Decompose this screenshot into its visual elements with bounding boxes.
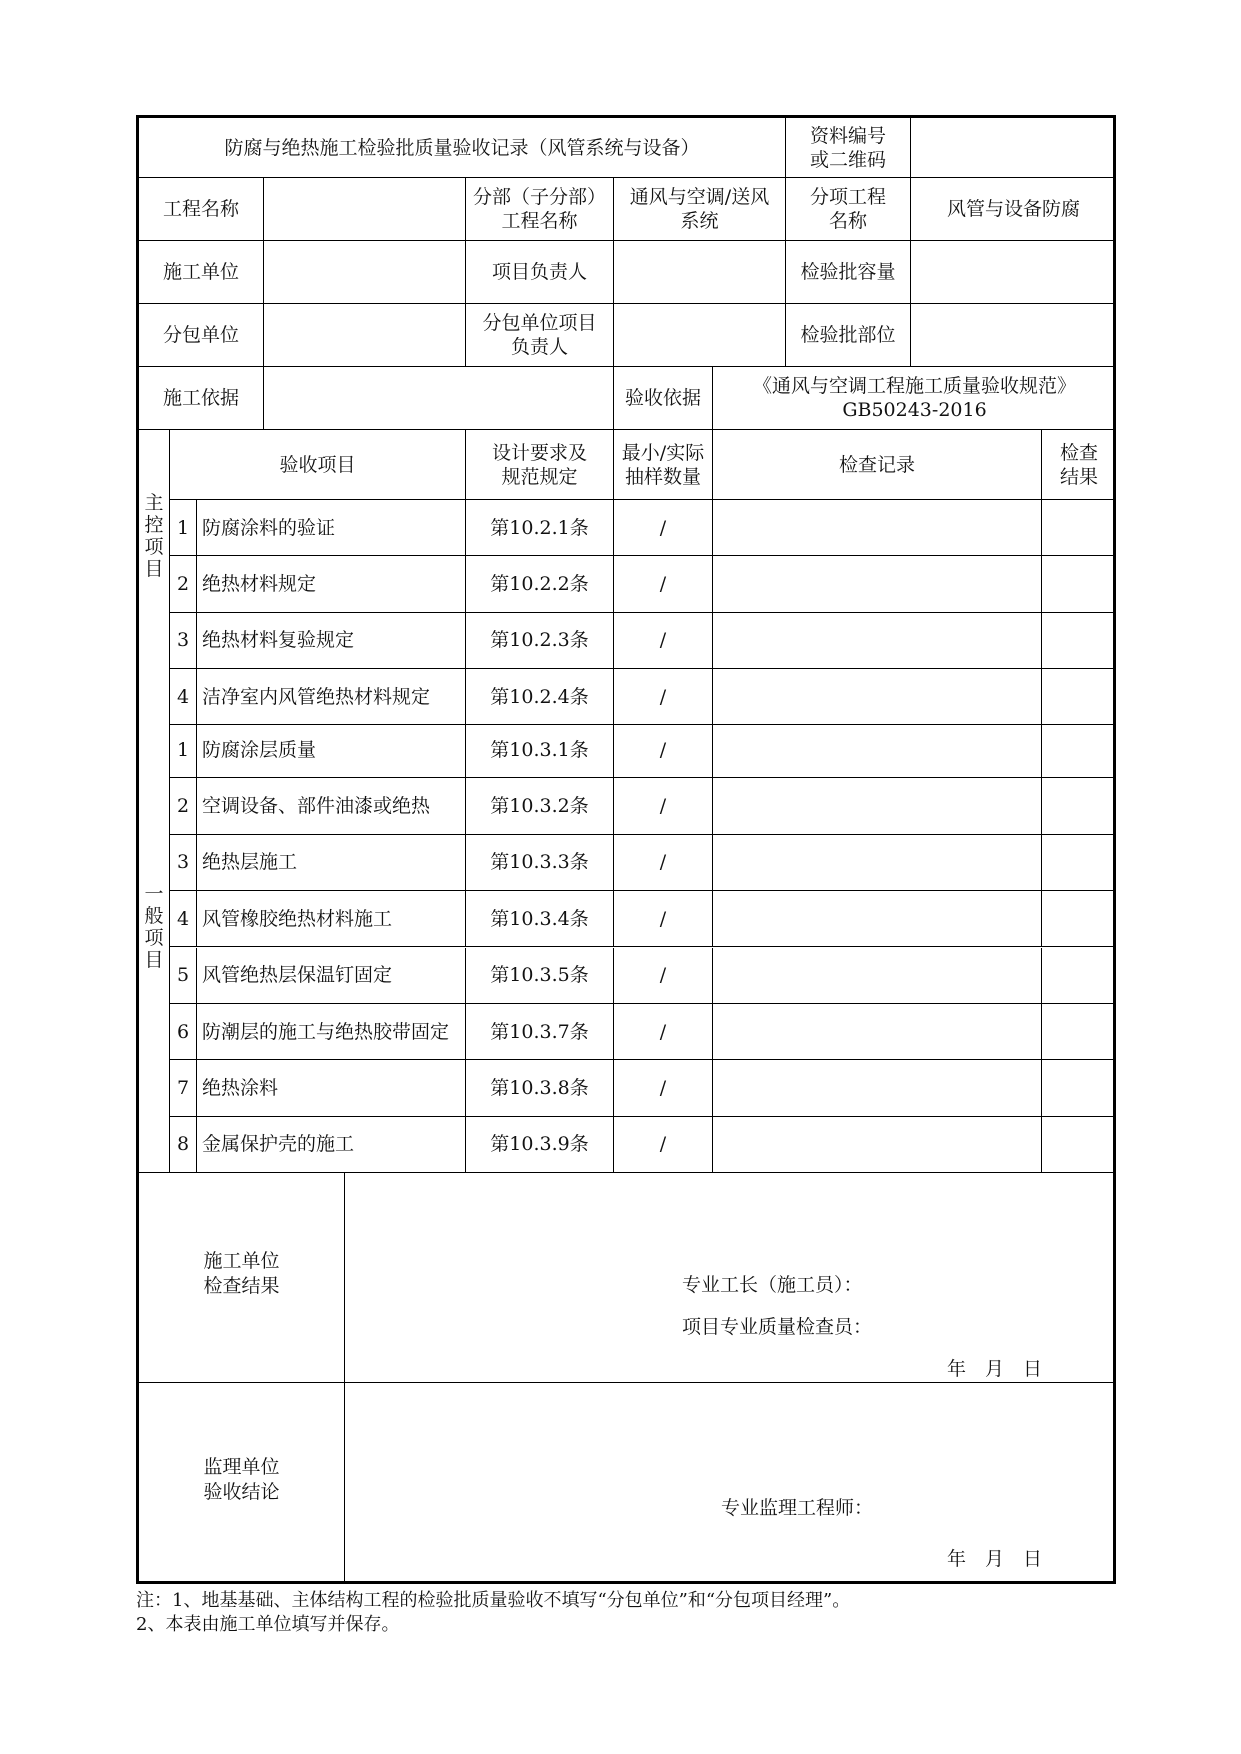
- row-number: 5: [170, 948, 197, 1004]
- row-clause: 第10.2.4条: [466, 669, 614, 725]
- row-item-name: 风管橡胶绝热材料施工: [197, 891, 466, 947]
- row-sample-count[interactable]: /: [614, 778, 713, 834]
- row-item-name: 洁净室内风管绝热材料规定: [197, 669, 466, 725]
- sub-manager-field[interactable]: [614, 304, 786, 367]
- row-clause: 第10.3.9条: [466, 1117, 614, 1173]
- row-item-name: 防腐涂料的验证: [197, 500, 466, 556]
- contractor-label: 施工单位: [139, 241, 264, 304]
- quality-inspector-signature-label: 项目专业质量检查员：: [682, 1316, 873, 1338]
- row-clause: 第10.2.3条: [466, 613, 614, 669]
- row-clause: 第10.3.8条: [466, 1060, 614, 1116]
- batch-capacity-field[interactable]: [911, 241, 1116, 304]
- doc-number-field[interactable]: [911, 118, 1116, 178]
- row-sample-count[interactable]: /: [614, 556, 713, 612]
- sub-division-value[interactable]: 通风与空调/送风 系统: [614, 178, 786, 241]
- row-check-result[interactable]: [1042, 1004, 1116, 1060]
- row-sample-count[interactable]: /: [614, 1117, 713, 1173]
- vertical-label-char: 一: [144, 883, 164, 905]
- row-check-record[interactable]: [713, 948, 1042, 1004]
- contractor-date: 年 月 日: [947, 1358, 1043, 1380]
- row-check-record[interactable]: [713, 1117, 1042, 1173]
- column-header-item: 验收项目: [170, 430, 466, 500]
- acceptance-basis-value: 《通风与空调工程施工质量验收规范》 GB50243-2016: [713, 367, 1116, 430]
- foreman-signature-label: 专业工长（施工员）：: [682, 1274, 863, 1296]
- row-check-result[interactable]: [1042, 500, 1116, 556]
- note-line: 2、本表由施工单位填写并保存。: [136, 1614, 400, 1635]
- sub-division-label: 分部（子分部） 工程名称: [466, 178, 614, 241]
- main-control-label: [139, 430, 170, 722]
- row-sample-count[interactable]: /: [614, 835, 713, 891]
- doc-number-label: 资料编号 或二维码: [786, 118, 911, 178]
- vertical-label-char: 目: [144, 558, 164, 580]
- row-clause: 第10.3.2条: [466, 778, 614, 834]
- general-label: [139, 722, 170, 1173]
- note-line: 注：1、地基基础、主体结构工程的检验批质量验收不填写“分包单位”和“分包项目经理”。: [136, 1590, 851, 1611]
- supervisor-date: 年 月 日: [947, 1548, 1043, 1570]
- row-clause: 第10.3.1条: [466, 722, 614, 778]
- row-check-result[interactable]: [1042, 948, 1116, 1004]
- row-check-record[interactable]: [713, 669, 1042, 725]
- construction-basis-field[interactable]: [264, 367, 614, 430]
- row-item-name: 绝热材料复验规定: [197, 613, 466, 669]
- row-check-result[interactable]: [1042, 669, 1116, 725]
- vertical-label-char: 般: [144, 905, 164, 927]
- row-clause: 第10.3.7条: [466, 1004, 614, 1060]
- form-notes: [136, 1589, 1136, 1637]
- row-item-name: 防潮层的施工与绝热胶带固定: [197, 1004, 466, 1060]
- vertical-label-char: 项: [144, 927, 164, 949]
- row-sample-count[interactable]: /: [614, 669, 713, 725]
- row-number: 1: [170, 500, 197, 556]
- project-name-field[interactable]: [264, 178, 466, 241]
- row-item-name: 防腐涂层质量: [197, 722, 466, 778]
- row-check-record[interactable]: [713, 891, 1042, 947]
- row-number: 3: [170, 613, 197, 669]
- row-number: 7: [170, 1060, 197, 1116]
- row-number: 2: [170, 556, 197, 612]
- row-item-name: 金属保护壳的施工: [197, 1117, 466, 1173]
- row-check-record[interactable]: [713, 500, 1042, 556]
- row-item-name: 风管绝热层保温钉固定: [197, 948, 466, 1004]
- row-check-result[interactable]: [1042, 891, 1116, 947]
- row-clause: 第10.2.2条: [466, 556, 614, 612]
- vertical-label-char: 控: [144, 514, 164, 536]
- subcontractor-field[interactable]: [264, 304, 466, 367]
- row-sample-count[interactable]: /: [614, 891, 713, 947]
- batch-location-label: 检验批部位: [786, 304, 911, 367]
- row-sample-count[interactable]: /: [614, 613, 713, 669]
- row-number: 8: [170, 1117, 197, 1173]
- form-title: 防腐与绝热施工检验批质量验收记录（风管系统与设备）: [139, 118, 786, 178]
- row-number: 6: [170, 1004, 197, 1060]
- row-check-record[interactable]: [713, 722, 1042, 778]
- supervisor-check-label: 监理单位 验收结论: [139, 1383, 345, 1584]
- row-sample-count[interactable]: /: [614, 948, 713, 1004]
- row-item-name: 绝热层施工: [197, 835, 466, 891]
- row-item-name: 空调设备、部件油漆或绝热: [197, 778, 466, 834]
- row-number: 2: [170, 778, 197, 834]
- column-header-design: 设计要求及 规范规定: [466, 430, 614, 500]
- batch-capacity-label: 检验批容量: [786, 241, 911, 304]
- row-check-record[interactable]: [713, 1060, 1042, 1116]
- project-name-label: 工程名称: [139, 178, 264, 241]
- row-check-record[interactable]: [713, 835, 1042, 891]
- row-check-result[interactable]: [1042, 778, 1116, 834]
- row-check-record[interactable]: [713, 778, 1042, 834]
- sub-item-label: 分项工程 名称: [786, 178, 911, 241]
- row-check-result[interactable]: [1042, 1060, 1116, 1116]
- vertical-label-char: 主: [144, 492, 164, 514]
- sub-manager-label: 分包单位项目 负责人: [466, 304, 614, 367]
- construction-basis-label: 施工依据: [139, 367, 264, 430]
- sub-item-value[interactable]: 风管与设备防腐: [911, 178, 1116, 241]
- contractor-field[interactable]: [264, 241, 466, 304]
- row-sample-count[interactable]: /: [614, 1004, 713, 1060]
- column-header-sample: 最小/实际 抽样数量: [614, 430, 713, 500]
- row-sample-count[interactable]: /: [614, 722, 713, 778]
- vertical-label-char: 目: [144, 949, 164, 971]
- batch-location-field[interactable]: [911, 304, 1116, 367]
- row-check-result[interactable]: [1042, 613, 1116, 669]
- project-manager-label: 项目负责人: [466, 241, 614, 304]
- row-clause: 第10.3.3条: [466, 835, 614, 891]
- row-check-record[interactable]: [713, 556, 1042, 612]
- contractor-check-label: 施工单位 检查结果: [139, 1173, 345, 1383]
- acceptance-basis-label: 验收依据: [614, 367, 713, 430]
- inspection-record-form: [136, 115, 1116, 1584]
- row-sample-count[interactable]: /: [614, 1060, 713, 1116]
- row-sample-count[interactable]: /: [614, 500, 713, 556]
- row-clause: 第10.2.1条: [466, 500, 614, 556]
- row-item-name: 绝热材料规定: [197, 556, 466, 612]
- column-header-result: 检查 结果: [1042, 430, 1116, 500]
- subcontractor-label: 分包单位: [139, 304, 264, 367]
- row-number: 4: [170, 669, 197, 725]
- row-clause: 第10.3.5条: [466, 948, 614, 1004]
- column-header-record: 检查记录: [713, 430, 1042, 500]
- row-item-name: 绝热涂料: [197, 1060, 466, 1116]
- supervision-engineer-signature-label: 专业监理工程师：: [721, 1497, 874, 1519]
- row-check-record[interactable]: [713, 613, 1042, 669]
- row-number: 4: [170, 891, 197, 947]
- vertical-label-char: 项: [144, 536, 164, 558]
- row-clause: 第10.3.4条: [466, 891, 614, 947]
- row-check-result[interactable]: [1042, 1117, 1116, 1173]
- row-number: 1: [170, 722, 197, 778]
- row-check-result[interactable]: [1042, 835, 1116, 891]
- row-check-result[interactable]: [1042, 722, 1116, 778]
- row-check-record[interactable]: [713, 1004, 1042, 1060]
- project-manager-field[interactable]: [614, 241, 786, 304]
- row-number: 3: [170, 835, 197, 891]
- row-check-result[interactable]: [1042, 556, 1116, 612]
